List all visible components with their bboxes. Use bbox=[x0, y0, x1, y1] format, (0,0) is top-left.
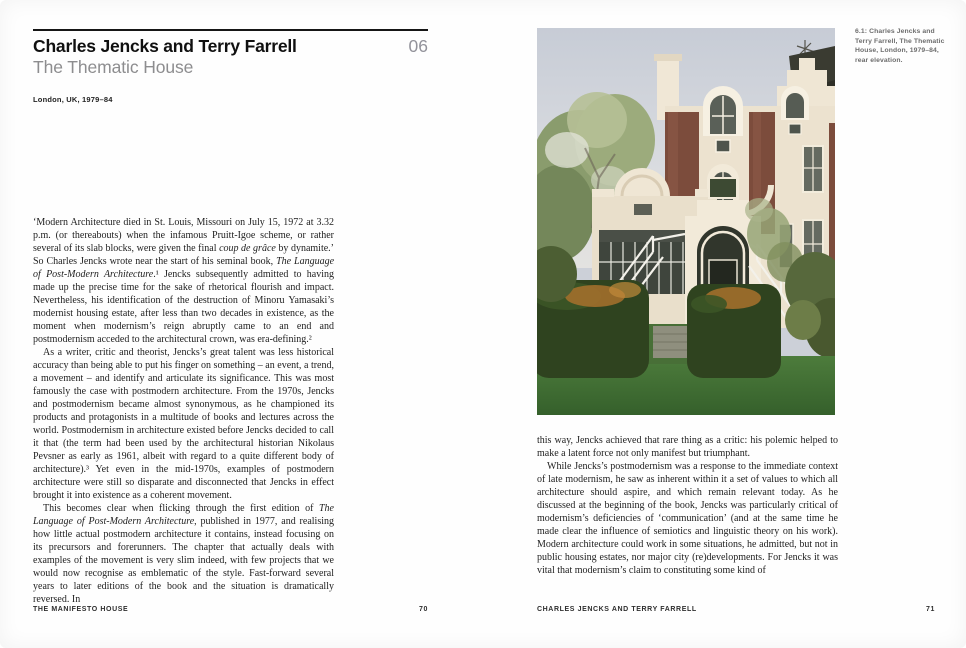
paragraph: this way, Jencks achieved that rare thing as a critic: his polemic helped to make a latent force not only manifest but triumphant. bbox=[537, 435, 838, 459]
figure-caption: 6.1: Charles Jencks and Terry Farrell, The Thematic House, London, 1979–84, rear elevation. bbox=[855, 28, 945, 64]
page-number-left: 70 bbox=[419, 606, 428, 613]
body-text-right bbox=[537, 434, 838, 577]
figure-photo-thematic-house bbox=[537, 28, 835, 415]
project-location: London, UK, 1979–84 bbox=[33, 95, 113, 104]
chapter-header bbox=[33, 36, 428, 56]
chapter-number: 06 bbox=[408, 36, 428, 56]
paragraph: As a writer, critic and theorist, Jencks’s great talent was less historical accuracy than being able to put his finger on something – an event, a trend, a movement – and identify and articulate its significance. This was most famously the case with postmodern architecture. From the 1970s, Jencks and postmodernism became almost synonymous, as he championed its products and protagonists in a multitude of books and lectures across the world. Postmodernism in architecture existed before Jencks decided to call it that (the term had been used by the architectural historian Nikolaus Pevsner as early as 1961, albeit with regard to a quite different body of architecture).³ Yet even in the mid-1970s, examples of postmodern architecture were still so disparate and disconnected that Jencks in effect brought it into existence as a coherent movement. bbox=[33, 347, 334, 501]
body-text-left bbox=[33, 216, 334, 606]
paragraph: This becomes clear when flicking through the first edition of The Language of Post-Modern Architecture, published in 1977, and realising how little actual postmodern architecture it contains, instead focusing on its precursors and forerunners. The chapter that actually deals with examples of the movement is very slim indeed, with few projects that we would now recognise as emblematic of the style. Fast-forward several years to later editions of the book and the situation is dramatically reversed. In bbox=[33, 503, 334, 605]
chapter-rule bbox=[33, 29, 428, 31]
house-photo-illustration bbox=[537, 28, 835, 415]
right-page-footer bbox=[537, 606, 935, 613]
chapter-title: Charles Jencks and Terry Farrell bbox=[33, 36, 297, 56]
running-head-left: THE MANIFESTO HOUSE bbox=[33, 606, 129, 613]
page-number-right: 71 bbox=[926, 606, 935, 613]
left-page-footer bbox=[33, 606, 428, 613]
paragraph: ‘Modern Architecture died in St. Louis, Missouri on July 15, 1972 at 3.32 p.m. (or thereabouts) when the infamous Pruitt-Igoe scheme, or rather several of its slab blocks, were given the final coup de grâce by dynamite.’ So Charles Jencks wrote near the start of his seminal book, The Language of Post-Modern Architecture.¹ Jencks subsequently admitted to having made up the precise time for the sake of rhetorical flourish and impact. Nevertheless, his identification of the destruction of Minoru Yamasaki’s modernist housing estate, after less than two decades in existence, as the moment when modernism’s reign abruptly came to an end and postmodernism acceded to the architectural crown, was era-defining.² bbox=[33, 217, 335, 345]
chapter-subtitle: The Thematic House bbox=[33, 57, 194, 77]
paragraph: While Jencks’s postmodernism was a response to the immediate context of late modernism, he saw as inherent within it a set of values to which all architecture should aspire, and which remain relevant today. As he discussed at the beginning of the book, Jencks was particularly critical of modernism’s deficiencies of ‘communication’ (and at the same time he made clear the influence of semiotics and linguistic theory on his work). Modern architecture could work in some situations, he admitted, but not in public housing estates, nor major city (re)developments. For Jencks it was vital that modernism’s claim to constituting some kind of bbox=[537, 461, 838, 576]
running-head-right: CHARLES JENCKS AND TERRY FARRELL bbox=[537, 606, 697, 613]
